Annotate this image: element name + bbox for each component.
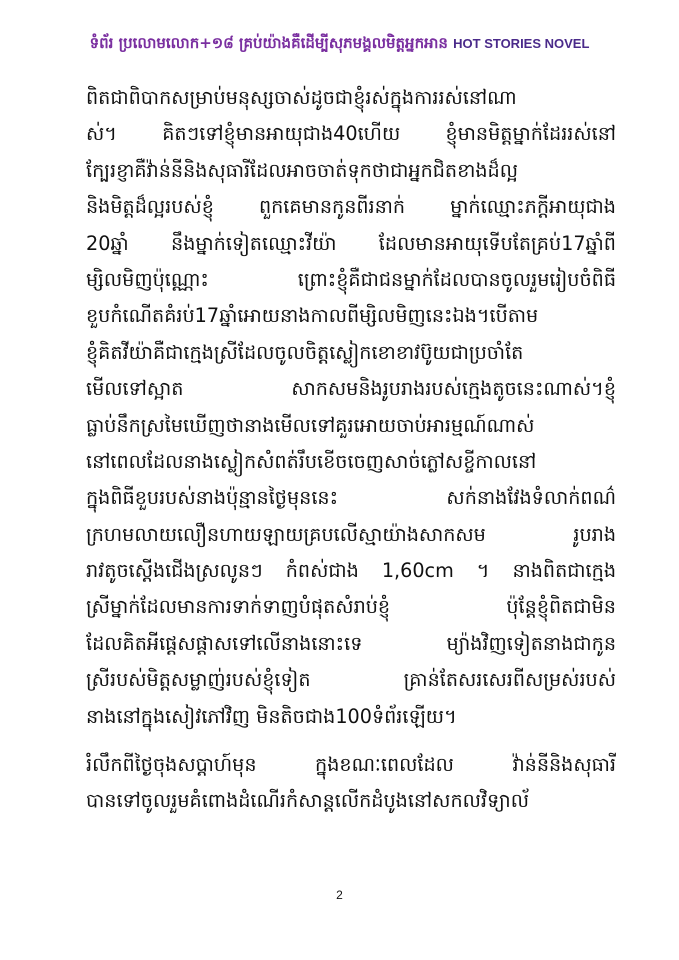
text-line: ដែលគិតអីផ្តេសផ្តាសទៅលើនាងនោះទេ ម្យ៉ាងវិញទៀតនាងជាកូន (86, 631, 616, 655)
text-line: ស្រីម្នាក់ដែលមានការទាក់ទាញបំផុតសំរាប់ខ្ញុំ ប៉ុន្តែខ្ញុំពិតជាមិន (86, 595, 616, 619)
text-line: 20ឆ្នាំ នឹងម្នាក់ទៀតឈ្មោះវីយ៉ា ដែលមានអាយុទើបតែគ្រប់17ឆ្នាំពី (86, 231, 616, 255)
text-line: ស់។ គិតៗទៅខ្ញុំមានអាយុជាង40ហើយ ខ្ញុំមានមិត្តម្នាក់ដែររស់នៅ (86, 122, 616, 146)
text-line: ក្រហមលាយលឿនហាយឡាយគ្របលើស្មាយ៉ាងសាកសម រូបរាង (86, 522, 616, 546)
text-line: ខួបកំណើតគំរប់17ឆ្នាំអោយនាងកាលពីម្សិលមិញនេះឯង។បើតាម (86, 304, 539, 328)
page-number: 2 (336, 888, 343, 902)
text-line: មើលទៅស្អាត សាកសមនិងរូបរាងរបស់ក្មេងតូចនេះណាស់។ខ្ញុំ (86, 377, 616, 401)
header-title-khmer: ទំព័រ ប្រលោមលោក+១៨ គ្រប់យ៉ាងគឺដើម្បីសុភមង្គលមិត្តអ្នកអាន (89, 34, 448, 52)
text-line: នៅពេលដែលនាងស្លៀកសំពត់រឹបខើចចេញសាច់ភ្លៅសខ្ចីកាលនៅ (86, 449, 537, 473)
text-line: រំលឹកពីថ្ងៃចុងសប្តាហ៍មុន ក្នុងខណៈពេលដែល វ៉ាន់នីនិងសុធារី (86, 753, 616, 777)
text-line: ធ្លាប់នឹកស្រមៃឃើញថានាងមើលទៅគួរអោយចាប់អារម្មណ៍ណាស់ (86, 413, 535, 437)
page-header (0, 34, 679, 56)
text-line: ម្សិលមិញប៉ុណ្ណោះ ព្រោះខ្ញុំគឺជាជនម្នាក់ដែលបានចូលរួមរៀបចំពិធី (86, 267, 616, 291)
header-title-english: HOT STORIES NOVEL (453, 36, 590, 51)
text-line: ស្រីរបស់មិត្តសម្លាញ់របស់ខ្ញុំទៀត គ្រាន់តែសរសេរពីសម្រស់របស់ (86, 668, 616, 692)
text-line: និងមិត្តដ៏ល្អរបស់ខ្ញុំ ពួកគេមានកូនពីរនាក់ ម្នាក់ឈ្មោះភក្តីអាយុជាង (86, 195, 616, 219)
body-text (86, 80, 616, 820)
text-line: នាងនៅក្នុងសៀវភៅវិញ មិនតិចជាង100ទំព័រឡើយ។ (86, 704, 457, 728)
text-line: បានទៅចូលរួមគំពោងដំណើរកំសាន្តលើកដំបូងនៅសកលវិទ្យាល័ (86, 789, 529, 813)
text-line: រាវតូចស្តើងជើងស្រលូនៗ កំពស់ជាង 1,60cm ។ នាងពិតជាក្មេង (86, 559, 616, 583)
text-line: ក្នុងពិធីខួបរបស់នាងប៉ុន្មានថ្ងៃមុននេះ សក់នាងវែងទំលាក់ពណ៌ (86, 486, 616, 510)
text-line: ក្បែរខ្ញាគឺវ៉ាន់នីនិងសុធារីដែលអាចចាត់ទុកថាជាអ្នកជិតខាងដ៏ល្អ (86, 158, 518, 182)
paragraph-1 (86, 80, 616, 735)
paragraph-2 (86, 747, 616, 820)
text-line: ខ្ញុំគិតវីយ៉ាគឺជាក្មេងស្រីដែលចូលចិត្តស្លៀកខោខាវប៊ូយជាប្រចាំតែ (86, 340, 524, 364)
text-line: ពិតជាពិបាកសម្រាប់មនុស្សចាស់ដូចជាខ្ញុំរស់ក្នុងការរស់នៅណា (86, 86, 517, 109)
